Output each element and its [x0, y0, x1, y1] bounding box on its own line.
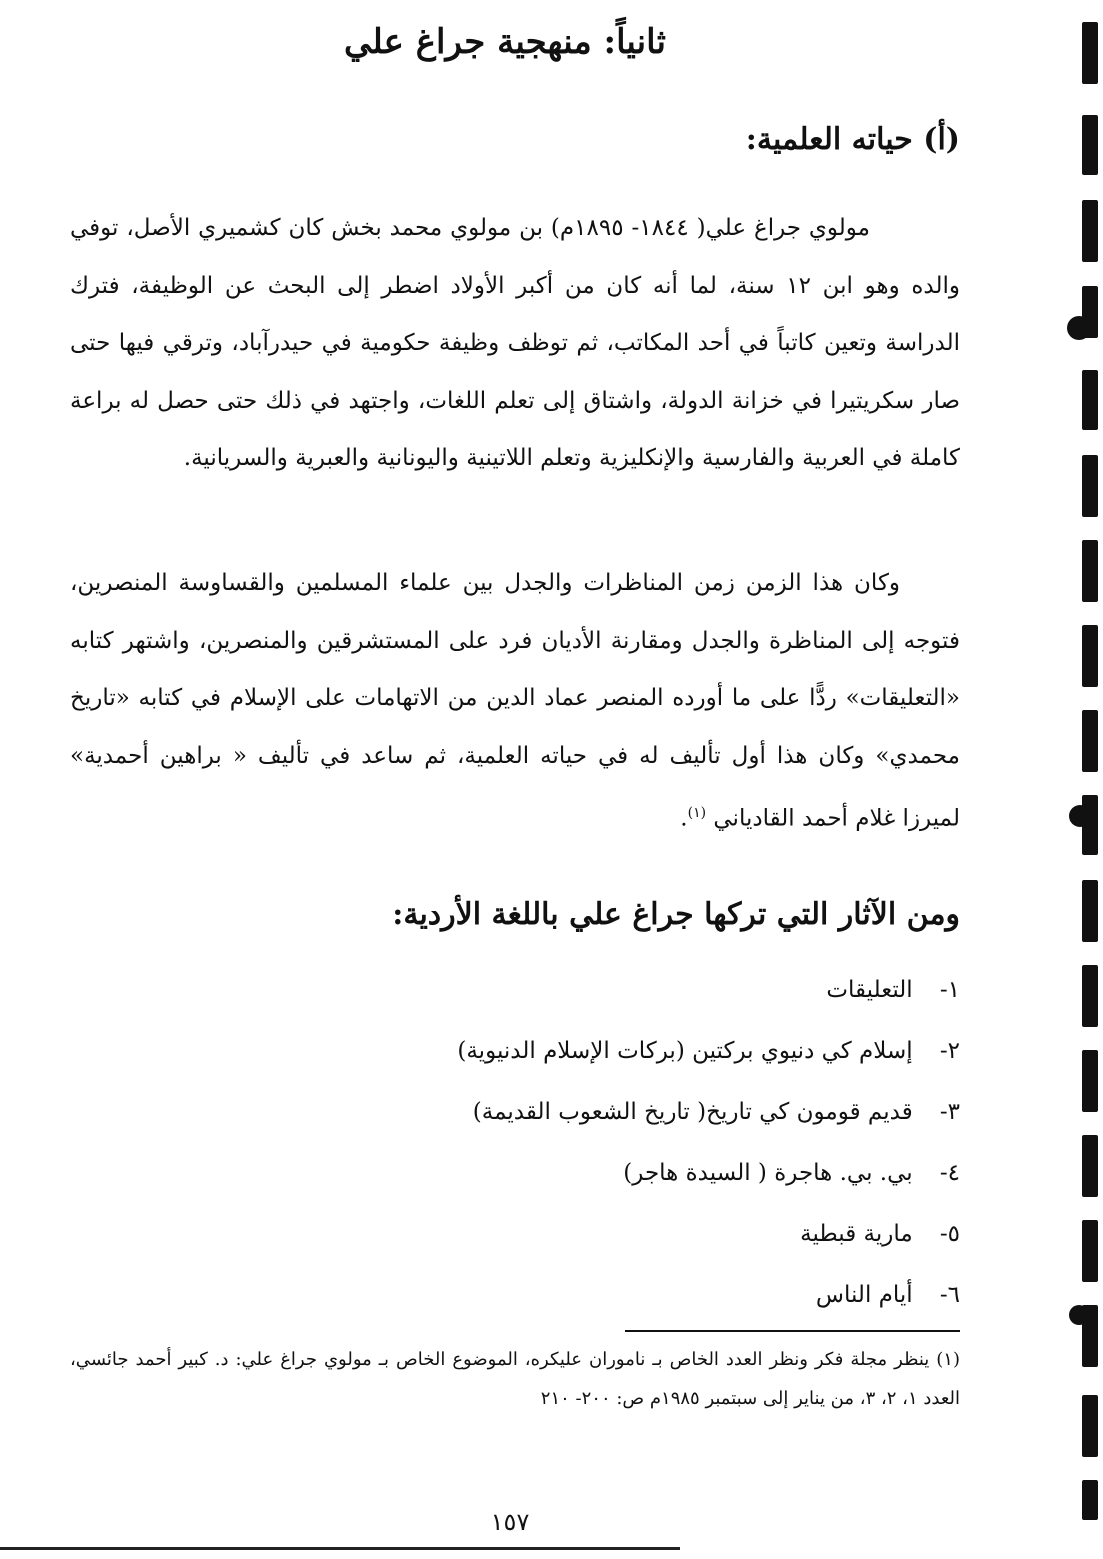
page-title: ثانياً: منهجية جراغ علي: [344, 22, 666, 62]
margin-tab: [1082, 540, 1098, 602]
section-a-heading: (أ) حياته العلمية:: [745, 122, 960, 157]
paragraph-debates-text: وكان هذا الزمن زمن المناظرات والجدل بين علماء المسلمين والقساوسة المنصرين، فتوجه إلى المناظرة والجدل ومقارنة الأديان فرد على المستشرقين والمنصرين، واشتهر كتابه «التعليقات» ردًّا على ما أورده المنصر عماد الدين من الاتهامات على الإسلام في كتابه «تاريخ محمدي» وكان هذا أول تأليف له في حياته العلمية، ثم ساعد في تأليف « براهين أحمدية» لميرزا غلام أحمد القادياني: [70, 570, 960, 832]
footnote: (١) ينظر مجلة فكر ونظر العدد الخاص بـ ناموران عليكره، الموضوع الخاص بـ مولوي جراغ علي: د. كبير أحمد جائسي، العدد ١، ٢، ٣، من يناير إلى سبتمبر ١٩٨٥م ص: ٢٠٠- ٢١٠: [70, 1349, 960, 1409]
list-item-number: ٣-: [939, 1099, 960, 1125]
margin-hole: [1069, 805, 1091, 827]
list-item: [70, 1265, 960, 1326]
list-item: [70, 960, 960, 1021]
works-heading: ومن الآثار التي تركها جراغ علي باللغة الأردية:: [392, 897, 960, 932]
margin-tab: [1082, 1050, 1098, 1112]
paragraph-biography: مولوي جراغ علي( ١٨٤٤- ١٨٩٥م) بن مولوي محمد بخش كان كشميري الأصل، توفي والده وهو ابن ١٢ سنة، لما أنه كان من أكبر الأولاد اضطر إلى البحث عن الوظيفة، فترك الدراسة وتعين كاتباً في أحد المكاتب، ثم توظف وظيفة حكومية في حيدرآباد، وترقي فيها حتى صار سكريتيرا في خزانة الدولة، واشتاق إلى تعلم اللغات، واجتهد في ذلك حتى حصل له براعة كاملة في العربية والفارسية والإنكليزية وتعلم اللاتينية واليونانية والعبرية والسريانية.: [70, 215, 960, 471]
list-item-number: ٦-: [939, 1282, 960, 1308]
margin-tab: [1082, 880, 1098, 942]
works-list: [70, 960, 960, 1326]
paragraph-debates-end: .: [680, 805, 688, 832]
margin-tab: [1082, 1220, 1098, 1282]
list-item-number: ٤-: [939, 1160, 960, 1186]
bottom-scan-rule: [0, 1547, 680, 1550]
list-item-text: أيام الناس: [815, 1282, 913, 1308]
list-item-text: مارية قبطية: [800, 1221, 913, 1247]
footnote-divider: [625, 1330, 960, 1332]
margin-tab: [1082, 115, 1098, 175]
paragraph-debates: [70, 555, 960, 848]
list-item: [70, 1082, 960, 1143]
margin-tab: [1082, 1480, 1098, 1520]
margin-tab: [1082, 455, 1098, 517]
list-item: [70, 1143, 960, 1204]
list-item: [70, 1204, 960, 1265]
list-item: [70, 1021, 960, 1082]
list-item-text: قديم قومون كي تاريخ( تاريخ الشعوب القديمة): [472, 1099, 913, 1125]
margin-tab: [1082, 710, 1098, 772]
footnote-reference: (١): [687, 805, 707, 821]
list-item-number: ٢-: [939, 1038, 960, 1064]
margin-hole: [1067, 316, 1091, 340]
margin-tab: [1082, 1395, 1098, 1457]
margin-tab: [1082, 370, 1098, 430]
margin-tab: [1082, 625, 1098, 687]
list-item-text: التعليقات: [826, 977, 913, 1003]
list-item-text: بي. بي. هاجرة ( السيدة هاجر): [623, 1160, 913, 1186]
margin-tab: [1082, 1135, 1098, 1197]
margin-tab: [1082, 200, 1098, 262]
margin-tab: [1082, 22, 1098, 84]
list-item-text: إسلام كي دنيوي بركتين (بركات الإسلام الدنيوية): [457, 1038, 913, 1064]
list-item-number: ١-: [939, 977, 960, 1003]
list-item-number: ٥-: [939, 1221, 960, 1247]
margin-hole: [1069, 1305, 1089, 1325]
margin-tab: [1082, 965, 1098, 1027]
page-number: ١٥٧: [490, 1508, 530, 1536]
